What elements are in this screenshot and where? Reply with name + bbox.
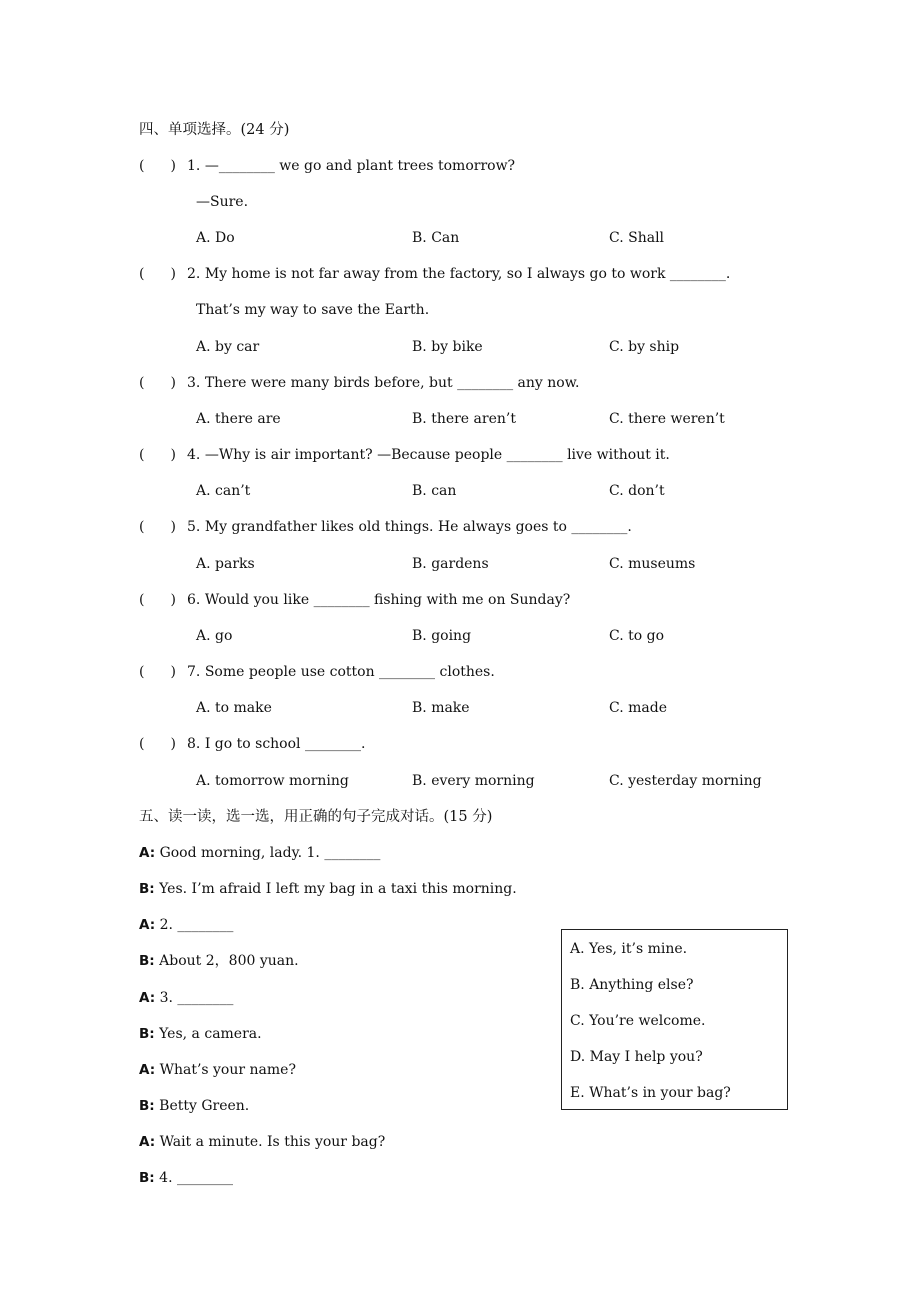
question-text: —Why is air important? —Because people ________ live without it. bbox=[204, 447, 670, 463]
speaker-label: A: bbox=[139, 917, 156, 933]
choice-d: D. May I help you? bbox=[570, 1049, 703, 1065]
dialogue-text: 3. ________ bbox=[159, 990, 234, 1006]
question-number: 7. bbox=[187, 664, 201, 680]
q4-option-a: A. can’t bbox=[196, 483, 251, 499]
question-number: 3. bbox=[187, 375, 201, 391]
question-number: 4. bbox=[187, 447, 201, 463]
dialogue-text: Wait a minute. Is this your bag? bbox=[159, 1134, 386, 1150]
dialogue-text: About 2，800 yuan. bbox=[159, 953, 299, 969]
question-5 bbox=[139, 517, 632, 537]
question-1-reply: —Sure. bbox=[196, 194, 249, 210]
question-4 bbox=[139, 445, 670, 465]
dialogue-line bbox=[139, 843, 380, 863]
question-text: Would you like ________ fishing with me on Sunday? bbox=[204, 592, 571, 608]
question-2 bbox=[139, 264, 730, 284]
dialogue-line bbox=[139, 951, 299, 971]
q5-option-a: A. parks bbox=[196, 556, 255, 572]
q5-option-b: B. gardens bbox=[412, 556, 489, 572]
q6-option-b: B. going bbox=[412, 628, 472, 644]
dialogue-text: Yes. I’m afraid I left my bag in a taxi this morning. bbox=[159, 881, 517, 897]
question-number: 2. bbox=[187, 266, 201, 282]
section-5-title: 五、读一读，选一选，用正确的句子完成对话。(15 分) bbox=[139, 809, 493, 825]
q2-option-c: C. by ship bbox=[609, 339, 680, 355]
q4-option-c: C. don’t bbox=[609, 483, 665, 499]
q4-option-b: B. can bbox=[412, 483, 457, 499]
q1-option-b: B. Can bbox=[412, 230, 460, 246]
question-number: 1. bbox=[187, 158, 201, 174]
q7-option-a: A. to make bbox=[196, 700, 272, 716]
dialogue-line bbox=[139, 1060, 296, 1080]
question-number: 8. bbox=[187, 736, 201, 752]
answer-bracket: ( ) bbox=[139, 519, 176, 535]
dialogue-text: 4. ________ bbox=[159, 1170, 233, 1186]
question-3 bbox=[139, 373, 579, 393]
speaker-label: A: bbox=[139, 845, 156, 861]
speaker-label: A: bbox=[139, 1134, 156, 1150]
answer-choices-box bbox=[561, 929, 788, 1110]
choice-c: C. You’re welcome. bbox=[570, 1013, 706, 1029]
speaker-label: B: bbox=[139, 1170, 155, 1186]
dialogue-text: Good morning, lady. 1. ________ bbox=[159, 845, 381, 861]
choice-a: A. Yes, it’s mine. bbox=[570, 941, 688, 957]
question-2-continuation: That’s my way to save the Earth. bbox=[196, 302, 430, 318]
q1-option-c: C. Shall bbox=[609, 230, 665, 246]
answer-bracket: ( ) bbox=[139, 592, 176, 608]
speaker-label: A: bbox=[139, 990, 156, 1006]
speaker-label: B: bbox=[139, 881, 155, 897]
dialogue-line bbox=[139, 988, 233, 1008]
speaker-label: B: bbox=[139, 1026, 155, 1042]
choice-b: B. Anything else? bbox=[570, 977, 694, 993]
question-text: —________ we go and plant trees tomorrow? bbox=[204, 158, 516, 174]
dialogue-text: Yes, a camera. bbox=[159, 1026, 262, 1042]
answer-bracket: ( ) bbox=[139, 736, 176, 752]
dialogue-text: Betty Green. bbox=[159, 1098, 250, 1114]
dialogue-line bbox=[139, 1132, 385, 1152]
question-number: 5. bbox=[187, 519, 201, 535]
q3-option-a: A. there are bbox=[196, 411, 281, 427]
answer-bracket: ( ) bbox=[139, 664, 176, 680]
q2-option-b: B. by bike bbox=[412, 339, 483, 355]
q2-option-a: A. by car bbox=[196, 339, 260, 355]
speaker-label: B: bbox=[139, 1098, 155, 1114]
q7-option-c: C. made bbox=[609, 700, 667, 716]
q8-option-a: A. tomorrow morning bbox=[196, 773, 349, 789]
q7-option-b: B. make bbox=[412, 700, 470, 716]
q1-option-a: A. Do bbox=[196, 230, 235, 246]
speaker-label: B: bbox=[139, 953, 155, 969]
question-text: My home is not far away from the factory, so I always go to work ________. bbox=[204, 266, 731, 282]
choice-e: E. What’s in your bag? bbox=[570, 1085, 731, 1101]
question-6 bbox=[139, 590, 570, 610]
question-number: 6. bbox=[187, 592, 201, 608]
q6-option-c: C. to go bbox=[609, 628, 665, 644]
question-text: Some people use cotton ________ clothes. bbox=[204, 664, 495, 680]
q3-option-b: B. there aren’t bbox=[412, 411, 516, 427]
q3-option-c: C. there weren’t bbox=[609, 411, 725, 427]
dialogue-line bbox=[139, 1168, 233, 1188]
answer-bracket: ( ) bbox=[139, 447, 176, 463]
dialogue-line bbox=[139, 915, 233, 935]
answer-bracket: ( ) bbox=[139, 266, 176, 282]
q6-option-a: A. go bbox=[196, 628, 233, 644]
q5-option-c: C. museums bbox=[609, 556, 696, 572]
dialogue-line bbox=[139, 879, 517, 899]
question-text: There were many birds before, but ________ any now. bbox=[204, 375, 580, 391]
question-text: I go to school ________. bbox=[204, 736, 366, 752]
answer-bracket: ( ) bbox=[139, 375, 176, 391]
speaker-label: A: bbox=[139, 1062, 156, 1078]
answer-bracket: ( ) bbox=[139, 158, 176, 174]
question-7 bbox=[139, 662, 495, 682]
question-text: My grandfather likes old things. He always goes to ________. bbox=[204, 519, 632, 535]
question-8 bbox=[139, 734, 365, 754]
question-1 bbox=[139, 156, 515, 176]
section-4-title: 四、单项选择。(24 分) bbox=[139, 122, 290, 138]
q8-option-b: B. every morning bbox=[412, 773, 535, 789]
dialogue-text: 2. ________ bbox=[159, 917, 234, 933]
dialogue-line bbox=[139, 1024, 262, 1044]
dialogue-line bbox=[139, 1096, 249, 1116]
q8-option-c: C. yesterday morning bbox=[609, 773, 762, 789]
dialogue-text: What’s your name? bbox=[159, 1062, 296, 1078]
